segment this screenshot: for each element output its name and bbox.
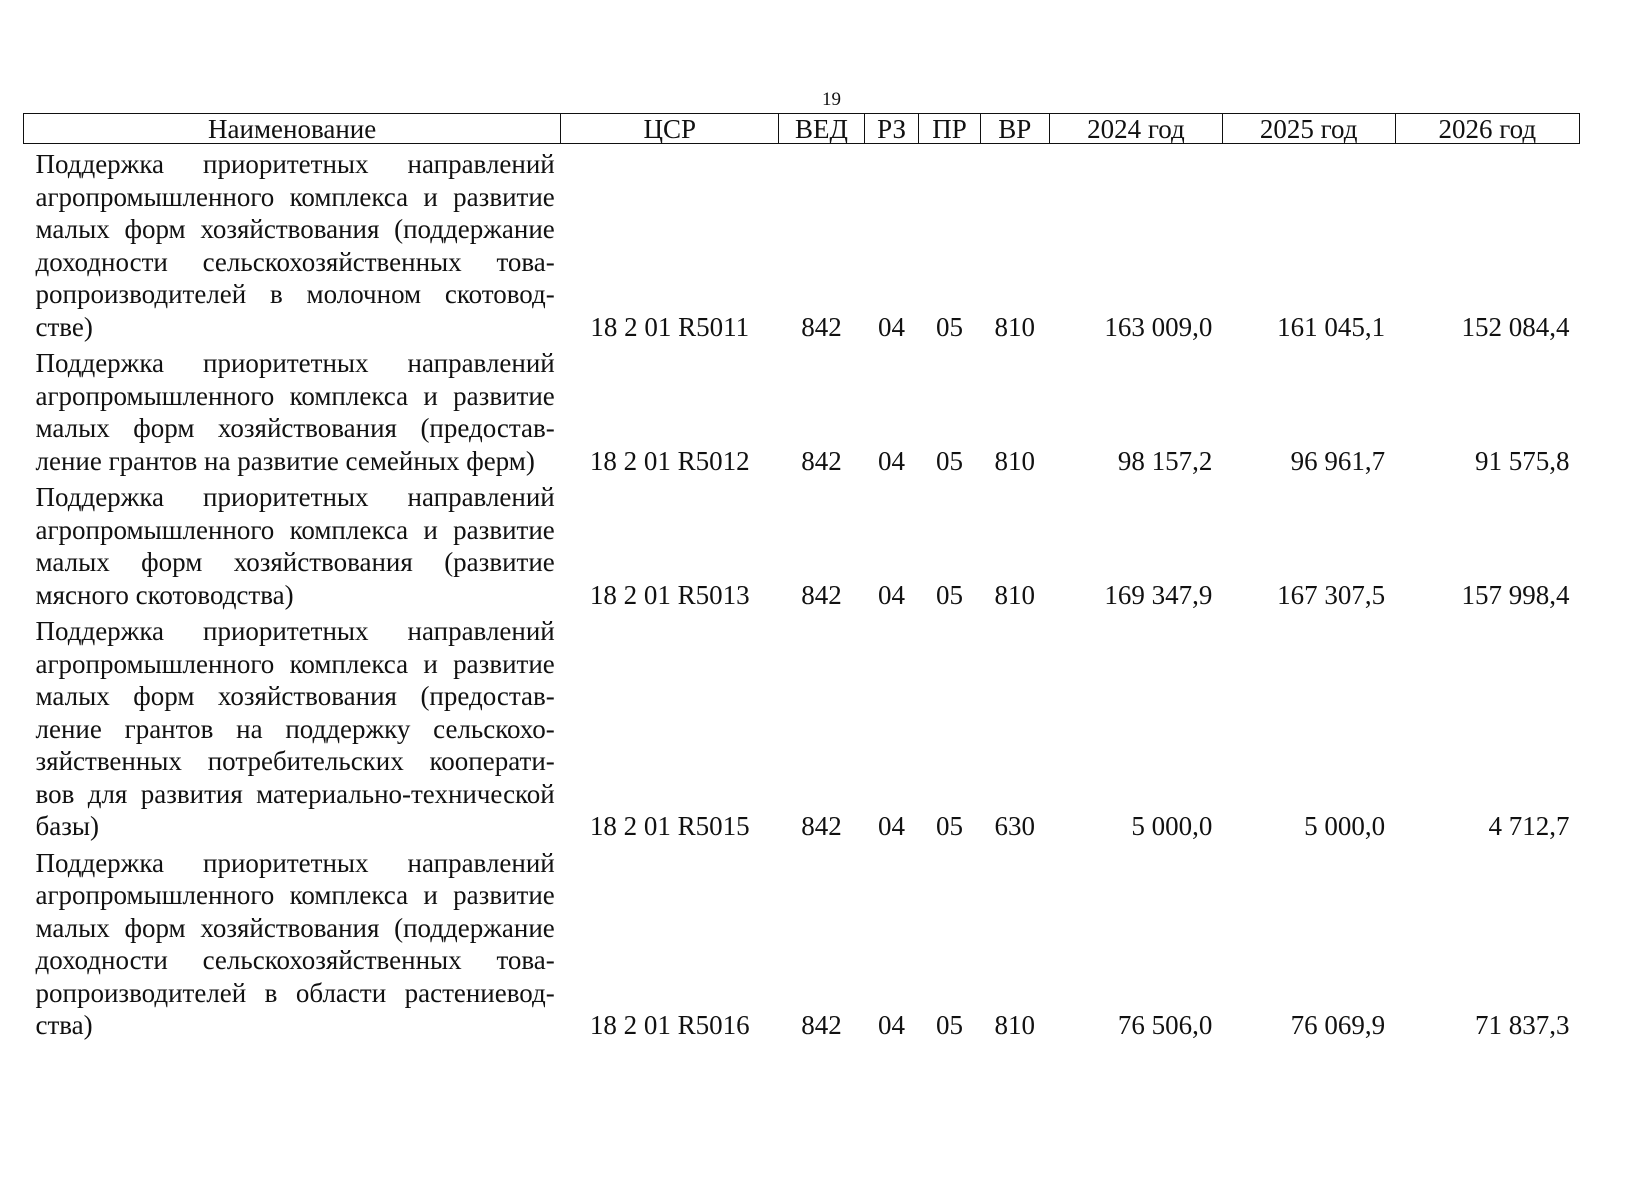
row-csr: 18 2 01 R5015 bbox=[589, 811, 750, 841]
page-number: 19 bbox=[822, 89, 841, 110]
row-2024: 76 506,0 bbox=[1117, 1010, 1213, 1040]
row-2025: 167 307,5 bbox=[1277, 579, 1386, 610]
row-2026: 157 998,4 bbox=[1461, 579, 1570, 610]
row-2024: 163 009,0 bbox=[1104, 311, 1213, 342]
row-pr: 05 bbox=[935, 311, 963, 342]
header-2025: 2025 год bbox=[1222, 114, 1395, 144]
row-csr: 18 2 01 R5013 bbox=[589, 579, 750, 610]
row-vr: 810 bbox=[994, 579, 1036, 610]
row-vr: 810 bbox=[994, 311, 1036, 342]
row-2024: 169 347,9 bbox=[1104, 579, 1213, 610]
row-pr: 05 bbox=[935, 445, 963, 476]
header-rz: РЗ bbox=[864, 114, 919, 144]
table-row bbox=[24, 343, 1580, 477]
row-vr: 810 bbox=[994, 445, 1036, 476]
row-2025: 161 045,1 bbox=[1277, 311, 1386, 342]
header-name: Наименование bbox=[24, 114, 561, 144]
row-vr: 630 bbox=[994, 811, 1036, 841]
row-rz: 04 bbox=[878, 445, 906, 476]
header-ved: ВЕД bbox=[779, 114, 864, 144]
table-row bbox=[24, 611, 1580, 843]
row-name: Поддержка приоритетных направлений агропромышленного комплекса и развитие малых форм хозяйствования (развитие мясного скотоводства) bbox=[35, 482, 555, 610]
row-rz: 04 bbox=[878, 1010, 906, 1040]
row-2026: 91 575,8 bbox=[1475, 445, 1570, 476]
row-csr: 18 2 01 R5012 bbox=[589, 445, 750, 476]
row-rz: 04 bbox=[878, 579, 906, 610]
row-2025: 76 069,9 bbox=[1290, 1010, 1386, 1040]
row-pr: 05 bbox=[935, 579, 963, 610]
row-ved: 842 bbox=[801, 311, 842, 342]
row-ved: 842 bbox=[801, 579, 842, 610]
row-vr: 810 bbox=[994, 1010, 1036, 1040]
header-pr: ПР bbox=[919, 114, 980, 144]
table-row bbox=[24, 144, 1580, 344]
row-ved: 842 bbox=[801, 1010, 842, 1040]
table-header-row bbox=[24, 114, 1580, 144]
row-name: Поддержка приоритетных направлений агропромышленного комплекса и развитие малых форм хозяйствования (поддержание доходности сельскохозяйственных това-ропроизводителей в молочном скотовод-стве) bbox=[35, 149, 555, 342]
row-rz: 04 bbox=[878, 311, 906, 342]
row-csr: 18 2 01 R5011 bbox=[590, 311, 750, 342]
header-2024: 2024 год bbox=[1050, 114, 1223, 144]
row-ved: 842 bbox=[801, 811, 842, 841]
table-row bbox=[24, 843, 1580, 1042]
row-2024: 5 000,0 bbox=[1131, 811, 1213, 841]
table-row bbox=[24, 477, 1580, 611]
row-rz: 04 bbox=[878, 811, 906, 841]
row-2024: 98 157,2 bbox=[1117, 445, 1213, 476]
row-ved: 842 bbox=[801, 445, 842, 476]
row-name: Поддержка приоритетных направлений агропромышленного комплекса и развитие малых форм хозяйствования (предостав-ление грантов на поддержку сельскохо-зяйственных потребительских кооперати-вов для развития материально-технической базы) bbox=[35, 616, 555, 841]
header-vr: ВР bbox=[980, 114, 1050, 144]
row-2025: 96 961,7 bbox=[1290, 445, 1386, 476]
row-pr: 05 bbox=[935, 811, 963, 841]
row-2025: 5 000,0 bbox=[1304, 811, 1386, 841]
row-name: Поддержка приоритетных направлений агропромышленного комплекса и развитие малых форм хозяйствования (поддержание доходности сельскохозяйственных това-ропроизводителей в области растениевод-ства) bbox=[35, 847, 555, 1040]
row-2026: 71 837,3 bbox=[1475, 1010, 1570, 1040]
row-csr: 18 2 01 R5016 bbox=[589, 1010, 750, 1040]
row-2026: 152 084,4 bbox=[1461, 311, 1570, 342]
row-name: Поддержка приоритетных направлений агропромышленного комплекса и развитие малых форм хозяйствования (предостав-ление грантов на развитие семейных ферм) bbox=[35, 348, 555, 476]
row-pr: 05 bbox=[935, 1010, 963, 1040]
header-2026: 2026 год bbox=[1395, 114, 1579, 144]
budget-table bbox=[23, 113, 1580, 1042]
header-csr: ЦСР bbox=[561, 114, 779, 144]
row-2026: 4 712,7 bbox=[1488, 811, 1570, 841]
